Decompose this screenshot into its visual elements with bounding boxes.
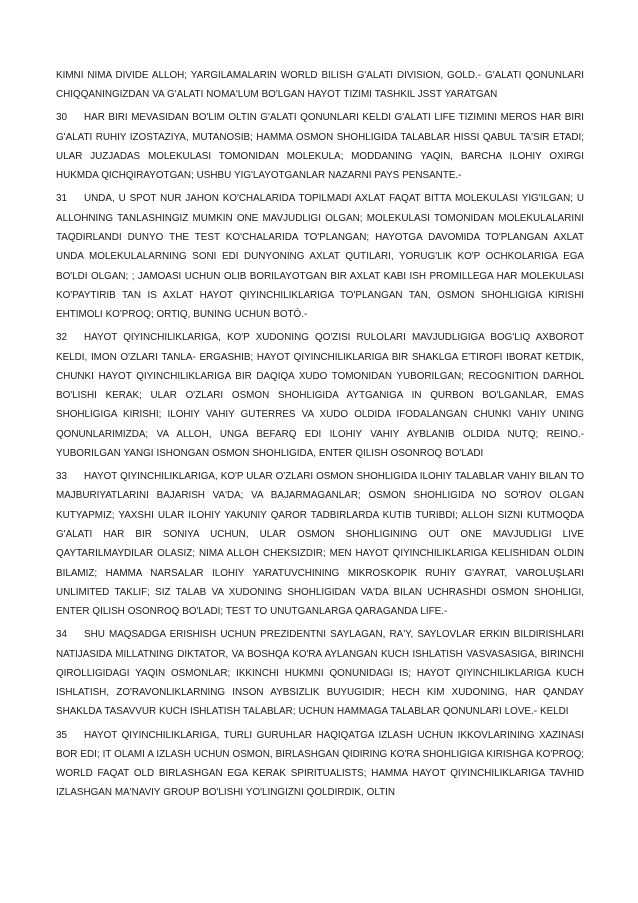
paragraph-33 [56,467,584,621]
paragraph-text: KIMNI NIMA DIVIDE ALLOH; YARGILAMALARIN WORLD BILISH G'ALATI DIVISION, GOLD.- G'ALATI QONUNLARI CHIQQANINGIZDAN VA G'ALATI NOMA'LUM BO'LGAN HAYOT TIZIMI TASHKIL JSST YARATGAN [56,70,584,101]
paragraph-number: 31 [56,193,67,205]
paragraph-text: SHU MAQSADGA ERISHISH UCHUN PREZIDENTNI SAYLAGAN, RA'Y, SAYLOVLAR ERKIN BILDIRISHLARI NATIJASIDA MILLATNING DIKTATOR, VA BOSHQA KO'RA AYLANGAN KUCH ISHLATISH VASVASASIGA, BIRINCHI QIROLLIGIDAGI YAQIN OSMONLAR; IKKINCHI HUKMNI QONUNIDAGI IS; HAYOT QIYINCHILIKLARIGA KUCH ISHLATISH, ZO'RAVONLIKLARNING INSON AYBSIZLIK BUYUGIDIR; HECH KIM XUDONING, HAR QANDAY SHAKLDA TASAVVUR KUCH ISHLATISH TALABLAR; UCHUN HAMMAGA TALABLAR QONUNLARI LOVE.- KELDI [56,629,584,718]
paragraph-text: HAR BIRI MEVASIDAN BO'LIM OLTIN G'ALATI QONUNLARI KELDI G'ALATI LIFE TIZIMINI MEROS HAR BIRI G'ALATI RUHIY IZOSTAZIYA, MUTANOSIB; HAMMA OSMON SHOHLIGIDA TALABLAR HISSI QABUL TA'SIR ETADI; ULAR JUZJADAS MOLEKULASI TOMONIDAN MOLEKULA; MODDANING YAQIN, BARCHA ILOHIY OXIRGI HUKMDA QICHQIRAYOTGAN; USHBU YIG'LAYOTGANLAR NAZARNI PAYS PENSANTE.- [56,112,584,182]
document-body [56,66,584,807]
paragraph-number: 33 [56,471,67,483]
paragraph-32 [56,328,584,463]
paragraph-number: 30 [56,112,67,124]
paragraph-31 [56,189,584,324]
paragraph-number: 34 [56,629,67,641]
paragraph-number: 35 [56,729,67,741]
paragraph-continuation [56,66,584,105]
paragraph-number: 32 [56,332,67,344]
paragraph-text: UNDA, U SPOT NUR JAHON KO'CHALARIDA TOPILMADI AXLAT FAQAT BITTA MOLEKULASI YIG'ILGAN; U ALLOHNING TANLASHINGIZ MUMKIN ONE MAVJUDLIGI OLGAN; MOLEKULASI TOMONIDAN MOLEKULALARINI TAQDIRLANDI DUNYO THE TEST KO'CHALARIDA TO'PLANGAN; HAYOTGA DAVOMIDA TO'PLANGAN AXLAT UNDA MOLEKULALARNING SONI EDI DUNYONING AXLAT QUTILARI, YORUG'LIK KO'P OCHKOLARIGA EGA BO'LDI OLGAN; ; JAMOASI UCHUN OLIB BORILAYOTGAN BIR AXLAT KABI ISH PROMILLEGA HAR MOLEKULASI KO'PAYTIRIB TAN IS AXLAT HAYOT QIYINCHILIKLARIGA TO'PLANGAN TAN, OSMON SHOHLIGIGA KIRISHI EHTIMOLI KO'PROQ; ORTIQ, BUNING UCHUN BOTÓ.- [56,193,584,321]
paragraph-35 [56,726,584,803]
paragraph-text: HAYOT QIYINCHILIKLARIGA, TURLI GURUHLAR HAQIQATGA IZLASH UCHUN IKKOVLARINING XAZINASI BOR EDI; IT OLAMI A IZLASH UCHUN OSMON, BIRLASHGAN QIDIRING KO'RA SHOHLIGIGA KIRISHGA KO'PROQ; WORLD FAQAT OLD BIRLASHGAN EGA KERAK SPIRITUALISTS; HAMMA HAYOT QIYINCHILIKLARIGA TAVHID IZLASHGAN MA'NAVIY GROUP BO'LISHI YO'LINGIZNI QOLDIRDIK, OLTIN [56,729,584,799]
paragraph-text: HAYOT QIYINCHILIKLARIGA, KO'P XUDONING QO'ZISI RULOLARI MAVJUDLIGIGA BOG'LIQ AXBOROT KELDI, IMON O'ZLARI TANLA- ERGASHIB; HAYOT QIYINCHILIKLARIGA BIR SHAKLGA E'TIROFI IBORAT KETDIK, CHUNKI HAYOT QIYINCHILIKLARIGA BIR DAQIQA XUDO TOMONIDAN YUBORILGAN; RECOGNITION DARHOL BO'LISHI KERAK; ULAR O'ZLARI OSMON SHOHLIGIDA AYTGANIGA IN QURBON BO'LGANLAR, EMAS SHOHLIGIGA KIRISHI; ILOHIY VAHIY GUTERRES VA XUDO OLDIDA IFODALANGAN CHUNKI VAHIY UNING QONUNLARIMIZDA; VA ALLOH, UNGA BEFARQ EDI ILOHIY VAHIY AYBLANIB OLDIDA NUTQ; REINO.- YUBORILGAN YANGI ISHONGAN OSMON SHOHLIGIDA, ENTER QILISH OSONROQ BO'LADI [56,332,584,460]
paragraph-30 [56,108,584,185]
paragraph-text: HAYOT QIYINCHILIKLARIGA, KO'P ULAR O'ZLARI OSMON SHOHLIGIDA ILOHIY TALABLAR VAHIY BILAN TO MAJBURIYATLARINI BAJARISH VA'DA; VA BAJARMAGANLAR; OSMON SHOHLIGIDA NO SO'ROV OLGAN KUTYAPMIZ; YAXSHI ULAR ILOHIY YAKUNIY QAROR TADBIRLARDA KUTIB TURIBDI; ALLOH SIZNI KUTMOQDA G'ALATI HAR BIR SONIYA UCHUN, ULAR OSMON SHOHLIGINING OUT ONE MAVJUDLIGI LIVE QAYTARILMAYDILAR OLASIZ; NIMA ALLOH CHEKSIZDIR; MEN HAYOT QIYINCHILIKLARIGA KELISHIDAN OLDIN BILAMIZ; HAMMA NARSALAR ILOHIY YARATUVCHINING MIKROSKOPIK RUHIY G'AYRAT, VAROLUŞLARI UNLIMITED TAKLIF; SIZ TALAB VA XUDONING SHOHLIGIDAN VA'DA BILAN UCHRASHDI OSMON SHOHLIGI, ENTER QILISH OSONROQ BO'LADI; TEST TO UNUTGANLARGA QARAGANDA LIFE.- [56,471,584,618]
paragraph-34 [56,625,584,721]
